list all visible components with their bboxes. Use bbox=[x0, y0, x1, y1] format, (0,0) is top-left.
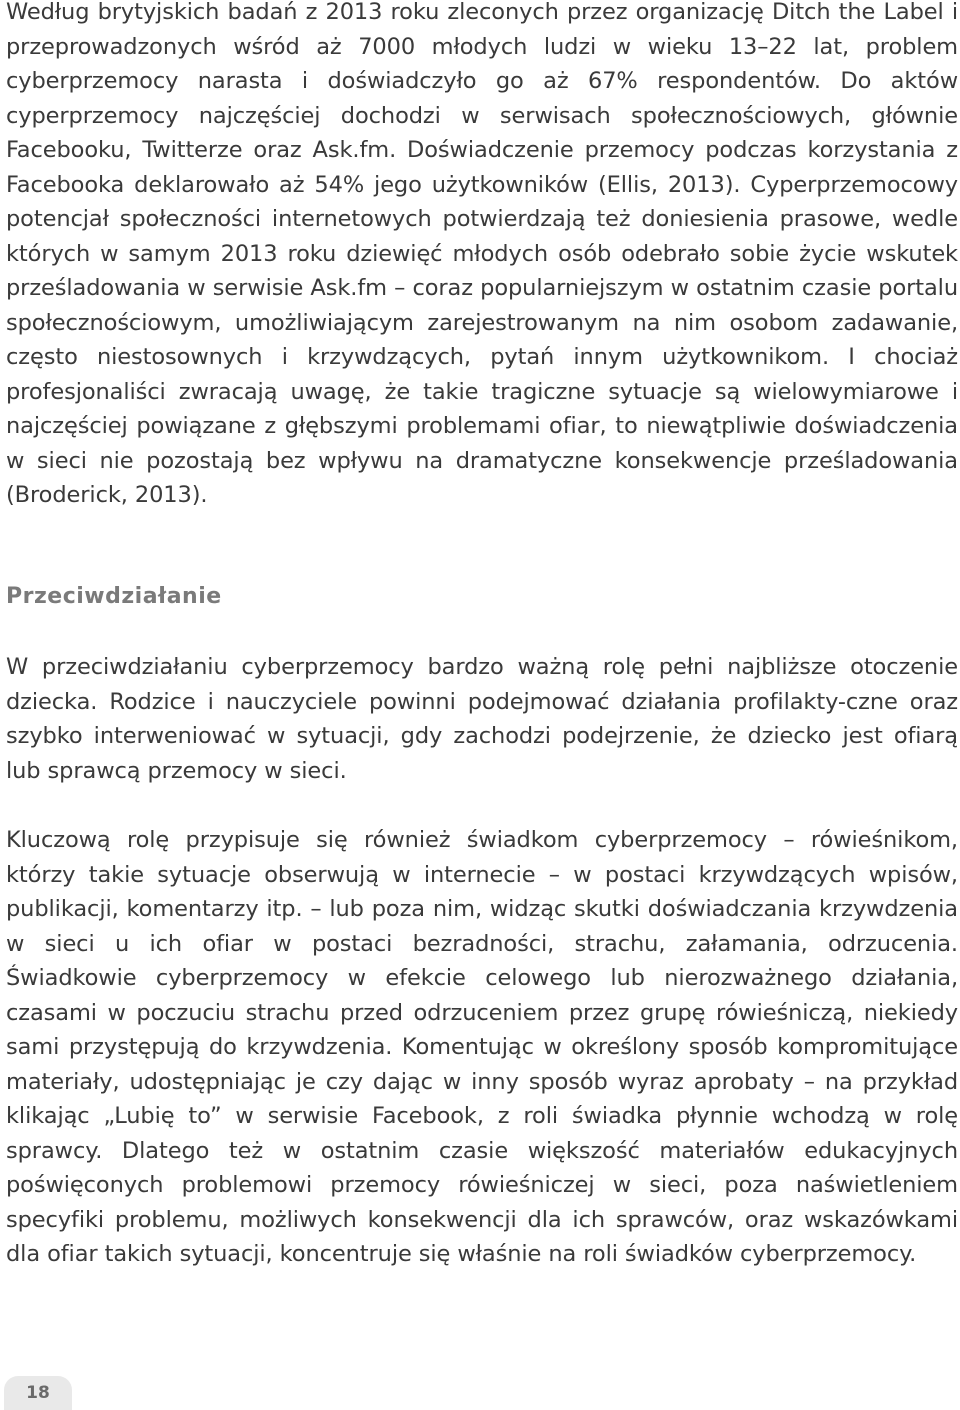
body-paragraph-3: Kluczową rolę przypisuje się również świadkom cyberprzemocy – rówieśnikom, którzy takie sytuacje obserwują w internecie – w postaci krzywdzących wpisów, publikacji, komentarzy itp. – lub poza nim, widząc skutki doświadczania krzywdzenia w sieci u ich ofiar w postaci bezradności, strachu, załamania, odrzucenia. Świadkowie cyberprzemocy w efekcie celowego lub nierozważnego działania, czasami w poczuciu strachu przed odrzuceniem przez grupę rówieśniczą, niekiedy sami przystępują do krzywdzenia. Komentując w określony sposób kompromitujące materiały, udostępniając je czy dając w inny sposób wyraz aprobaty – na przykład klikając „Lubię to” w serwisie Facebook, z roli świadka płynnie wchodzą w rolę sprawcy. Dlatego też w ostatnim czasie większość materiałów edukacyjnych poświęconych problemowi przemocy rówieśniczej w sieci, poza naświetleniem specyfiki problemu, możliwych konsekwencji dla ich sprawców, oraz wskazówkami dla ofiar takich sytuacji, koncentruje się właśnie na roli świadków cyberprzemocy. bbox=[6, 827, 958, 1267]
body-paragraph-1: Według brytyjskich badań z 2013 roku zleconych przez organizację Ditch the Label i przeprowadzonych wśród aż 7000 młodych ludzi w wieku 13–22 lat, problem cyberprzemocy narasta i doświadczyło go aż 67% respondentów. Do aktów cyperprzemocy najczęściej dochodzi w serwisach społecznościowych, głównie Facebooku, Twitterze oraz Ask.fm. Doświadczenie przemocy podczas korzystania z Facebooka deklarowało aż 54% jego użytkowników (Ellis, 2013). Cyperprzemocowy potencjał społeczności internetowych potwierdzają też doniesienia prasowe, wedle których w samym 2013 roku dziewięć młodych osób odebrało sobie życie wskutek prześladowania w serwisie Ask.fm – coraz popularniejszym w ostatnim czasie portalu społecznościowym, umożliwiającym zarejestrowanym na nim osobom zadawanie, często niestosownych i krzywdzących, pytań innym użytkownikom. I chociaż profesjonaliści zwracają uwagę, że takie tragiczne sytuacje są wielowymiarowe i najczęściej powiązane z głębszymi problemami ofiar, to niewątpliwie doświadczenia w sieci nie pozostają bez wpływu na dramatyczne konsekwencje prześladowania (Broderick, 2013). bbox=[6, 0, 958, 508]
section-heading: Przeciwdziałanie bbox=[6, 584, 222, 609]
body-paragraph-2: W przeciwdziałaniu cyberprzemocy bardzo ważną rolę pełni najbliższe otoczenie dziecka. Rodzice i nauczyciele powinni podejmować działania profilakty-czne oraz szybko interweniować w sytuacji, gdy zachodzi podejrzenie, że dziecko jest ofiarą lub sprawcą przemocy w sieci. bbox=[6, 654, 958, 784]
page-number: 18 bbox=[4, 1376, 72, 1410]
